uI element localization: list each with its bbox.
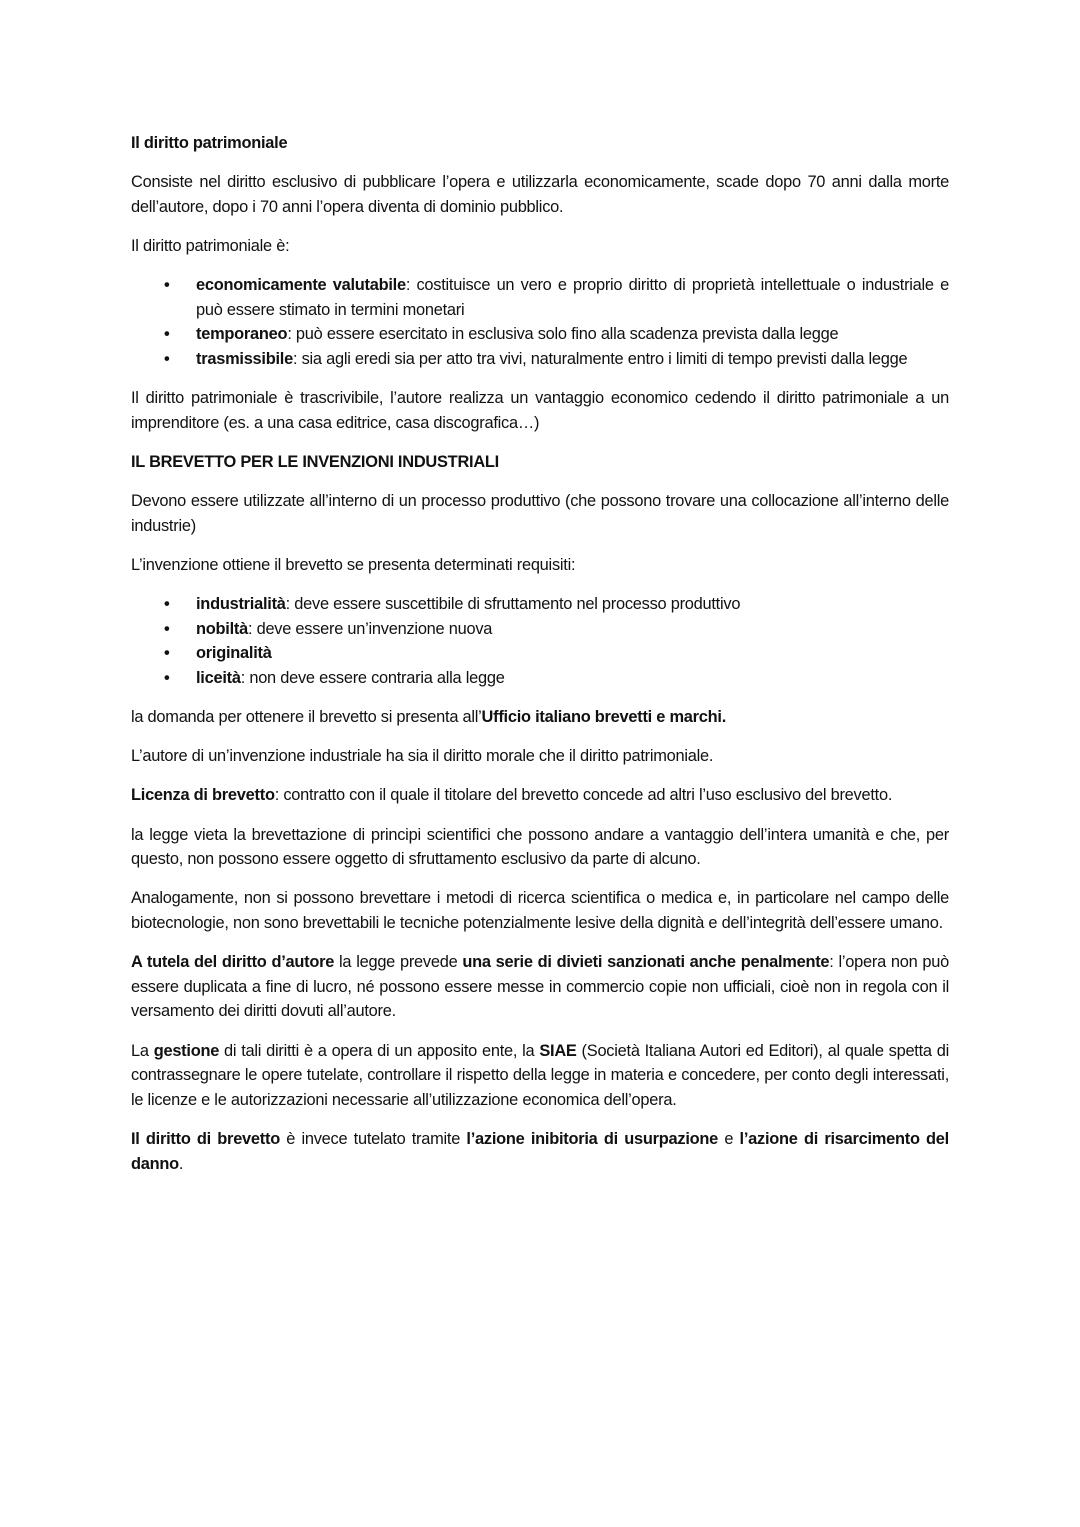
bullet-list <box>131 592 949 690</box>
list-item <box>164 273 949 322</box>
bold-text: temporaneo <box>196 325 288 344</box>
text-run: : deve essere suscettibile di sfruttamento nel processo produttivo <box>285 595 741 614</box>
text-run: la legge prevede <box>334 953 463 972</box>
list-item <box>164 641 949 666</box>
section-heading <box>131 131 949 156</box>
bold-text: Licenza di brevetto <box>131 786 275 805</box>
paragraph <box>131 950 949 1024</box>
paragraph <box>131 553 949 578</box>
bold-text: l’azione inibitoria di usurpazione <box>466 1129 719 1148</box>
text-run: Devono essere utilizzate all’interno di un processo produttivo (che possono trovare una collocazione all’interno delle industrie) <box>131 492 949 535</box>
bold-text: Il diritto di brevetto <box>131 1129 280 1148</box>
text-run: Il diritto patrimoniale è: <box>131 236 290 255</box>
bold-text: liceità <box>196 668 241 687</box>
text-run: : non deve essere contraria alla legge <box>240 668 505 687</box>
text-run: : può essere esercitato in esclusiva solo fino alla scadenza prevista dalla legge <box>287 325 839 344</box>
bold-text: nobiltà <box>196 619 248 638</box>
text-run: Analogamente, non si possono brevettare i metodi di ricerca scientifica o medica e, in particolare nel campo delle biotecnologie, non sono brevettabili le tecniche potenzialmente lesive della dignità e dell’integrità dell’essere umano. <box>131 889 949 932</box>
text-run: : l’opera non può essere duplicata a fine di lucro, né possono essere messe in commercio copie non ufficiali, cioè non in regola con il versamento dei diritti dovuti all’autore. <box>131 953 949 1021</box>
paragraph <box>131 783 949 808</box>
paragraph <box>131 489 949 538</box>
list-item <box>164 347 949 372</box>
text-run: : deve essere un’invenzione nuova <box>247 619 493 638</box>
bold-text: gestione <box>153 1041 220 1060</box>
paragraph <box>131 170 949 219</box>
section-heading <box>131 450 949 475</box>
text-run: di tali diritti è a opera di un apposito ente, la <box>219 1041 540 1060</box>
bold-text: SIAE <box>539 1041 577 1060</box>
bullet-icon: • <box>164 276 170 295</box>
paragraph <box>131 886 949 935</box>
text-run: . <box>178 1154 184 1173</box>
bold-text: originalità <box>196 644 272 663</box>
bullet-list <box>131 273 949 371</box>
bullet-icon: • <box>164 349 170 368</box>
paragraph <box>131 823 949 872</box>
text-run: Consiste nel diritto esclusivo di pubblicare l’opera e utilizzarla economicamente, scade dopo 70 anni dalla morte dell’autore, dopo i 70 anni l’opera diventa di dominio pubblico. <box>131 173 949 216</box>
paragraph <box>131 1039 949 1113</box>
bold-text: l’azione di risarcimento del danno <box>131 1129 949 1173</box>
text-run: La <box>131 1041 154 1060</box>
list-item <box>164 666 949 691</box>
bullet-icon: • <box>164 644 170 663</box>
text-run: : contratto con il quale il titolare del brevetto concede ad altri l’uso esclusivo del brevetto. <box>274 786 893 805</box>
paragraph <box>131 744 949 769</box>
bullet-icon: • <box>164 668 170 687</box>
bold-text: trasmissibile <box>196 349 293 368</box>
bold-text: Il diritto patrimoniale <box>131 134 288 152</box>
list-item <box>164 617 949 642</box>
list-item <box>164 322 949 347</box>
list-item <box>164 592 949 617</box>
bold-text: IL BREVETTO PER LE INVENZIONI INDUSTRIALI <box>131 452 499 471</box>
bold-text: economicamente valutabile <box>196 276 406 295</box>
text-run: Il diritto patrimoniale è trascrivibile, l’autore realizza un vantaggio economico cedendo il diritto patrimoniale a un imprenditore (es. a una casa editrice, casa discografica…) <box>131 389 949 432</box>
text-run: : sia agli eredi sia per atto tra vivi, naturalmente entro i limiti di tempo previsti dalla legge <box>292 349 908 368</box>
text-run: L’autore di un’invenzione industriale ha sia il diritto morale che il diritto patrimoniale. <box>131 747 714 766</box>
text-run: la domanda per ottenere il brevetto si presenta all’ <box>131 708 482 727</box>
paragraph <box>131 705 949 730</box>
text-run: : costituisce un vero e proprio diritto di proprietà intellettuale o industriale e può essere stimato in termini monetari <box>196 276 949 319</box>
text-run: L’invenzione ottiene il brevetto se presenta determinati requisiti: <box>131 555 576 574</box>
paragraph <box>131 1127 949 1176</box>
bullet-icon: • <box>164 595 170 614</box>
bullet-icon: • <box>164 619 170 638</box>
text-run: la legge vieta la brevettazione di principi scientifici che possono andare a vantaggio dell’intera umanità e che, per questo, non possono essere oggetto di sfruttamento esclusivo da parte di alcuno. <box>131 825 949 869</box>
bold-text: una serie di divieti sanzionati anche penalmente <box>462 953 830 972</box>
bold-text: industrialità <box>196 595 286 614</box>
bold-text: Ufficio italiano brevetti e marchi. <box>481 708 727 727</box>
paragraph <box>131 234 949 259</box>
bold-text: A tutela del diritto d’autore <box>131 953 335 972</box>
text-run: e <box>718 1129 740 1148</box>
paragraph <box>131 386 949 435</box>
text-run: (Società Italiana Autori ed Editori), al quale spetta di contrassegnare le opere tutelate, controllare il rispetto della legge in materia e concedere, per conto degli interessati, le licenze e le autorizzazioni necessarie all’utilizzazione economica dell’opera. <box>131 1041 949 1109</box>
document-page <box>131 131 949 1191</box>
bullet-icon: • <box>164 325 170 344</box>
text-run: è invece tutelato tramite <box>279 1129 467 1148</box>
